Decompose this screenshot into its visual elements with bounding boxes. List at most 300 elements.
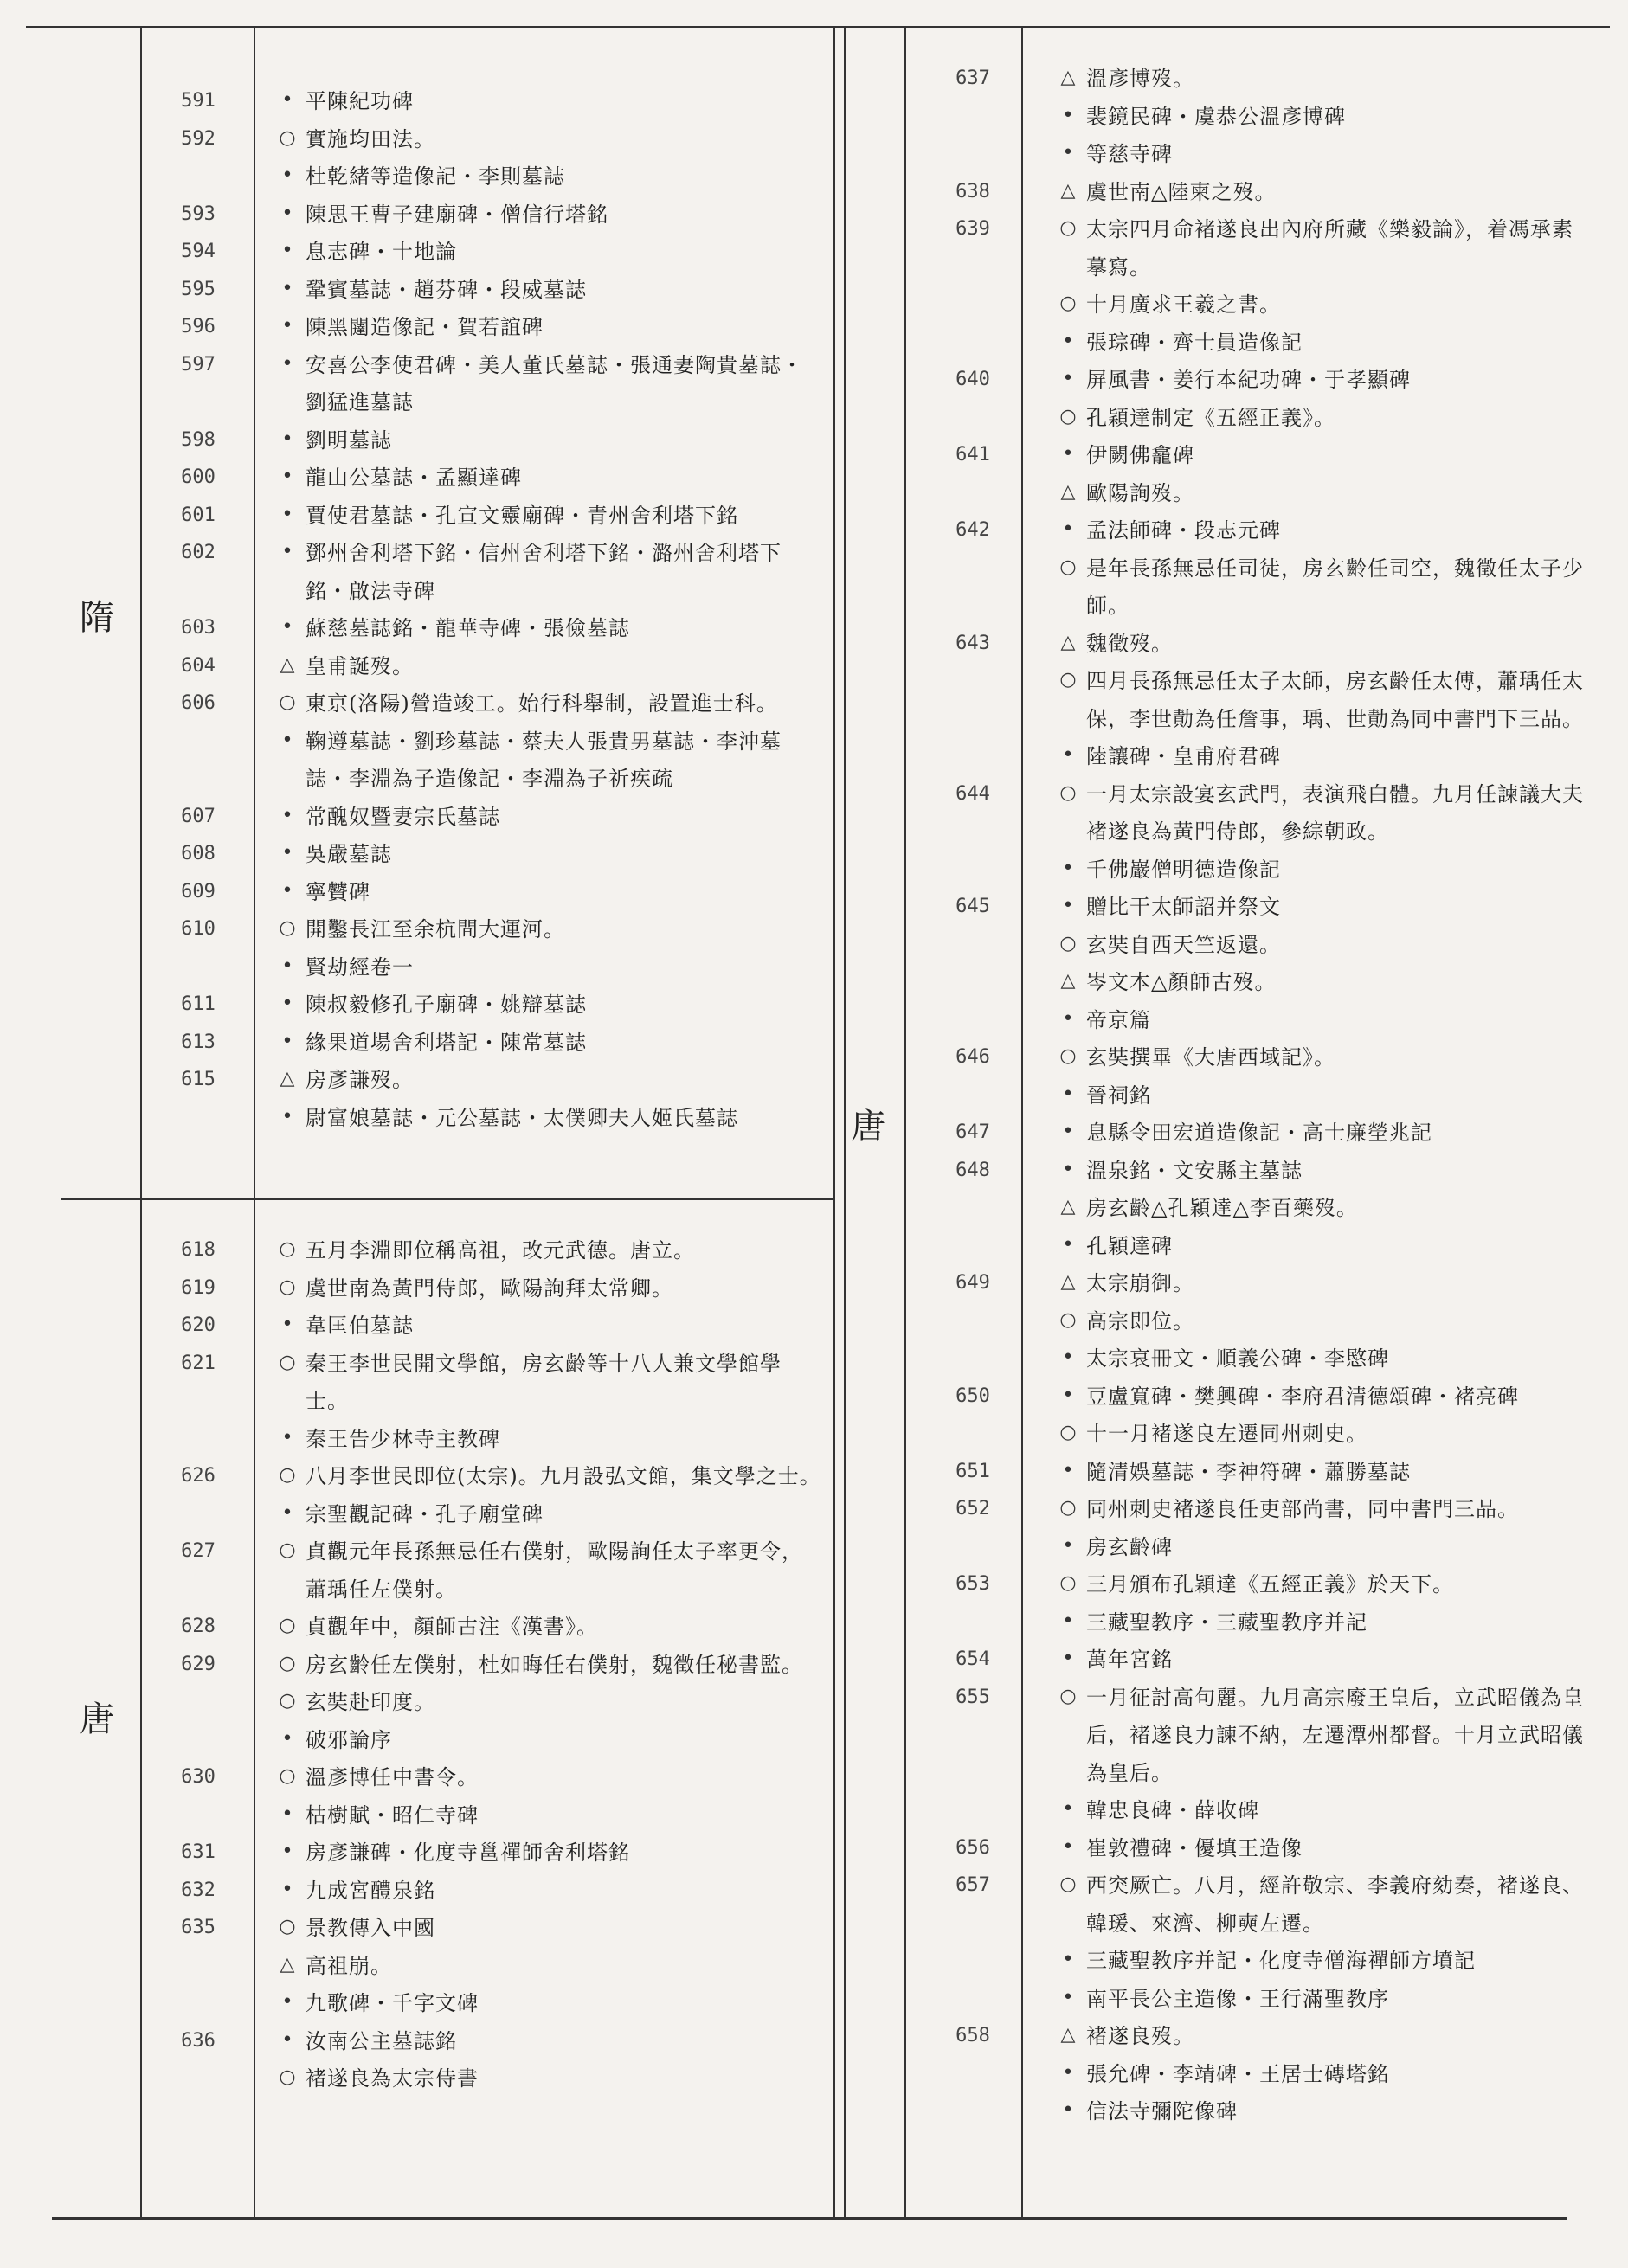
entry-year: 639: [956, 218, 990, 240]
entry-year: [922, 927, 1024, 934]
entry-text: 賢劫經卷一: [306, 954, 414, 980]
entry-text: 四月長孫無忌任太子太師，房玄齡任太傅，蕭瑀任太保，李世勣為任詹事，瑀、世勣為同中書門下三品。: [1086, 669, 1584, 731]
entry-year: 641: [956, 444, 990, 466]
entry-marker: •: [281, 804, 293, 826]
entry-year: 656: [956, 1836, 990, 1859]
entry-text: 秦王李世民開文學館，房玄齡等十八人兼文學館學士。: [306, 1351, 782, 1413]
entry-marker: △: [1060, 970, 1076, 992]
chronology-entry: [0, 889, 1594, 927]
chronology-entry: [0, 927, 1594, 965]
entry-marker: •: [1062, 1233, 1074, 1256]
chronology-entry: [0, 1830, 1594, 1868]
chronology-entry: [0, 550, 1594, 626]
entry-marker: ○: [279, 1690, 296, 1712]
entry-year: 595: [181, 278, 216, 300]
entry-text: 吳嚴墓誌: [306, 842, 392, 866]
entry-marker: ○: [279, 1539, 296, 1561]
chronology-entry: [0, 1228, 1594, 1266]
entry-marker: •: [281, 503, 293, 525]
entry-text: 八月李世民即位(太宗)。九月設弘文館，集文學之士。: [306, 1464, 821, 1488]
entry-text: 息縣令田宏道造像記・高士廉塋兆記: [1086, 1121, 1432, 1145]
entry-year: 611: [181, 993, 216, 1015]
entry-marker: •: [1062, 1986, 1074, 2008]
entry-year: [922, 2093, 1024, 2100]
entry-text: 景教傳入中國: [306, 1916, 435, 1940]
era-label-tang-right: 唐: [851, 1107, 885, 1147]
entry-marker: •: [1062, 142, 1074, 164]
entry-year: [922, 324, 1024, 331]
entry-marker: △: [280, 1068, 295, 1089]
entry-marker: ○: [1059, 1497, 1077, 1519]
entry-text: 鞏賓墓誌・趙芬碑・段威墓誌: [306, 277, 587, 302]
entry-year: 615: [181, 1069, 216, 1090]
top-rule: [26, 26, 1610, 28]
entry-marker: •: [281, 352, 293, 375]
entry-year: 657: [956, 1874, 990, 1896]
entry-marker: △: [1060, 631, 1076, 653]
chronology-entry: [0, 512, 1594, 550]
entry-marker: •: [1062, 895, 1074, 916]
entry-text: 陸讓碑・皇甫府君碑: [1086, 744, 1281, 768]
entry-text: 千佛巖僧明德造像記: [1086, 857, 1281, 882]
entry-marker: •: [1062, 1121, 1074, 1142]
entry-year: 649: [956, 1272, 990, 1294]
entry-year: 597: [181, 353, 216, 376]
entry-text: 虞世南△陸柬之歿。: [1086, 179, 1277, 204]
entry-marker: •: [1062, 1534, 1074, 1557]
entry-year: [922, 1190, 1024, 1197]
chronology-entry: [0, 2056, 1594, 2094]
entry-year: 596: [181, 316, 216, 337]
entry-year: 602: [181, 542, 216, 563]
entry-text: 玄奘自西天竺返還。: [1086, 932, 1281, 957]
entry-text: 西突厥亡。八月，經許敬宗、李義府劾奏，褚遂良、韓瑗、來濟、柳奭左遷。: [1086, 1873, 1584, 1936]
entry-text: 韓忠良碑・薛收碑: [1086, 1798, 1259, 1822]
entry-text: 緣果道場舍利塔記・陳常墓誌: [306, 1030, 587, 1055]
tang-chronology-list-right: [0, 61, 1594, 2131]
entry-marker: •: [281, 1727, 293, 1750]
entry-marker: •: [1062, 857, 1074, 879]
chronology-entry: [0, 1566, 1594, 1604]
entry-text: 龍山公墓誌・孟顯達碑: [306, 466, 522, 490]
entry-marker: △: [1060, 2024, 1076, 2046]
entry-year: 643: [956, 632, 990, 654]
entry-text: 三藏聖教序并記・化度寺僧海禪師方墳記: [1086, 1949, 1476, 1973]
entry-marker: ○: [279, 1351, 296, 1373]
entry-marker: •: [1062, 518, 1074, 540]
entry-text: 九歌碑・千字文碑: [306, 1991, 479, 2015]
entry-text: 賈使君墓誌・孔宣文靈廟碑・青州舍利塔下銘: [306, 503, 738, 528]
entry-year: 603: [181, 617, 216, 639]
entry-marker: •: [281, 1426, 293, 1449]
chronology-entry: [0, 400, 1594, 438]
entry-text: 裴鏡民碑・虞恭公溫彥博碑: [1086, 104, 1346, 129]
chronology-entry: [0, 1867, 1594, 1943]
entry-year: [922, 1228, 1024, 1235]
entry-year: [922, 1529, 1024, 1536]
bottom-rule: [52, 2217, 1567, 2220]
entry-year: [922, 663, 1024, 670]
entry-year: 618: [181, 1239, 216, 1261]
entry-marker: •: [281, 1841, 293, 1862]
entry-text: 十月廣求王羲之書。: [1086, 292, 1281, 317]
chronology-entry: [0, 738, 1594, 776]
chronology-entry: [0, 663, 1594, 738]
chronology-entry: [0, 1002, 1594, 1040]
entry-year: 658: [956, 2025, 990, 2046]
chronology-entry: [0, 1115, 1594, 1153]
entry-text: 三藏聖教序・三藏聖教序并記: [1086, 1609, 1367, 1635]
entry-text: 三月頒布孔穎達《五經正義》於天下。: [1086, 1572, 1454, 1597]
chronology-entry: [0, 1454, 1594, 1492]
entry-text: 太宗哀冊文・順義公碑・李愍碑: [1086, 1346, 1389, 1371]
entry-marker: •: [281, 427, 293, 450]
entry-year: 627: [181, 1540, 216, 1562]
entry-text: 汝南公主墓誌銘: [306, 2028, 457, 2053]
entry-marker: ○: [279, 1238, 296, 1260]
entry-text: 尉富娘墓誌・元公墓誌・太僕卿夫人姬氏墓誌: [306, 1105, 738, 1130]
chronology-entry: [0, 99, 1594, 137]
entry-marker: ○: [279, 126, 296, 149]
entry-marker: •: [281, 954, 293, 977]
entry-year: [922, 1981, 1024, 1988]
entry-year: 654: [956, 1648, 990, 1670]
entry-year: 645: [956, 896, 990, 917]
entry-text: 實施均田法。: [306, 126, 435, 151]
entry-year: 598: [181, 428, 216, 451]
chronology-entry: [0, 61, 1594, 99]
entry-year: [922, 550, 1024, 557]
chronology-entry: [0, 2093, 1594, 2131]
entry-text: 信法寺彌陀像碑: [1086, 2099, 1238, 2123]
entry-text: 玄奘撰畢《大唐西域記》。: [1086, 1045, 1335, 1070]
entry-text: 歐陽詢歿。: [1086, 480, 1194, 505]
entry-year: 629: [181, 1653, 216, 1675]
entry-marker: •: [1062, 1835, 1074, 1858]
entry-text: 杜乾緒等造像記・李則墓誌: [306, 164, 565, 189]
entry-year: 591: [181, 90, 216, 112]
entry-year: [922, 1340, 1024, 1347]
entry-marker: ○: [1059, 405, 1077, 427]
entry-marker: △: [280, 1953, 295, 1976]
chronology-entry: [0, 1604, 1594, 1642]
chronology-entry: [0, 2018, 1594, 2056]
entry-year: [922, 1002, 1024, 1009]
entry-marker: •: [281, 1501, 293, 1524]
entry-year: 651: [956, 1460, 990, 1482]
chronology-entry: [0, 1680, 1594, 1793]
chronology-entry: [0, 1981, 1594, 2019]
chronology-entry: [0, 1642, 1594, 1680]
entry-year: [922, 99, 1024, 106]
entry-year: 630: [181, 1766, 216, 1788]
entry-marker: •: [281, 1314, 293, 1335]
entry-marker: •: [1062, 2099, 1074, 2121]
chronology-entry: [0, 776, 1594, 851]
chronology-entry: [0, 475, 1594, 513]
entry-marker: •: [281, 89, 293, 111]
chronology-entry: [0, 851, 1594, 890]
entry-year: [922, 1943, 1024, 1950]
entry-marker: ○: [279, 1615, 296, 1636]
entry-marker: ○: [1059, 217, 1077, 239]
entry-year: [922, 136, 1024, 143]
chronology-entry: [0, 1303, 1594, 1341]
chronology-entry: [0, 1378, 1594, 1417]
entry-text: 溫彥博任中書令。: [306, 1765, 479, 1789]
entry-text: 破邪論序: [306, 1727, 392, 1752]
entry-marker: •: [281, 616, 293, 638]
entry-text: 虞世南為黃門侍郎，歐陽詢拜太常卿。: [306, 1275, 673, 1301]
entry-marker: •: [281, 842, 293, 864]
entry-marker: △: [1060, 480, 1076, 503]
entry-text: 息志碑・十地論: [306, 240, 457, 264]
entry-text: 枯樹賦・昭仁寺碑: [306, 1802, 479, 1828]
entry-year: 594: [181, 241, 216, 262]
entry-marker: ○: [279, 691, 296, 713]
entry-marker: •: [281, 315, 293, 337]
entry-marker: △: [1060, 179, 1076, 202]
entry-year: 636: [181, 2029, 216, 2052]
entry-year: 646: [956, 1046, 990, 1068]
entry-marker: •: [281, 1991, 293, 2013]
entry-text: 屏風書・姜行本紀功碑・于孝顯碑: [1086, 368, 1411, 392]
entry-text: 豆盧寬碑・樊興碑・李府君清德頌碑・褚亮碑: [1086, 1384, 1519, 1409]
chronology-entry: [0, 1529, 1594, 1567]
entry-marker: ○: [279, 1765, 296, 1787]
entry-marker: •: [281, 164, 293, 186]
entry-marker: •: [281, 277, 293, 299]
entry-text: 鄧州舍利塔下銘・信州舍利塔下銘・潞州舍利塔下銘・啟法寺碑: [306, 541, 782, 603]
entry-year: 619: [181, 1276, 216, 1299]
entry-text: 萬年宮銘: [1086, 1648, 1173, 1672]
entry-text: 溫彥博歿。: [1086, 67, 1194, 91]
entry-marker: •: [281, 2028, 293, 2051]
entry-text: 寧贙碑: [306, 879, 370, 904]
entry-year: 626: [181, 1465, 216, 1487]
entry-marker: ○: [1059, 1685, 1077, 1707]
entry-text: 陳叔毅修孔子廟碑・姚辯墓誌: [306, 993, 587, 1017]
entry-text: 是年長孫無忌任司徒，房玄齡任司空，魏徵任太子少師。: [1086, 556, 1584, 618]
entry-marker: •: [1062, 1949, 1074, 1970]
entry-text: 常醜奴暨妻宗氏墓誌: [306, 804, 500, 829]
entry-marker: ○: [279, 1464, 296, 1486]
chronology-entry: [0, 1077, 1594, 1115]
chronology-entry: [0, 1153, 1594, 1191]
entry-year: 613: [181, 1031, 216, 1053]
entry-marker: •: [281, 1030, 293, 1052]
entry-text: 開鑿長江至余杭間大運河。: [306, 917, 565, 941]
entry-marker: ○: [1059, 1045, 1077, 1067]
entry-text: 等慈寺碑: [1086, 142, 1173, 166]
entry-year: 601: [181, 504, 216, 526]
entry-marker: •: [281, 240, 293, 261]
entry-marker: ○: [1059, 932, 1077, 954]
entry-year: 648: [956, 1159, 990, 1181]
entry-text: 房彥謙歿。: [306, 1068, 414, 1092]
entry-year: 652: [956, 1498, 990, 1519]
entry-year: [922, 1303, 1024, 1310]
entry-text: 劉明墓誌: [306, 427, 392, 453]
chronology-entry: [0, 136, 1594, 174]
chronology-entry: [0, 211, 1594, 286]
entry-text: 帝京篇: [1086, 1007, 1151, 1032]
entry-text: 房彥謙碑・化度寺邕禪師舍利塔銘: [306, 1841, 630, 1865]
entry-marker: •: [1062, 1007, 1074, 1030]
entry-text: 伊闕佛龕碑: [1086, 443, 1194, 467]
chronology-entry: [0, 1792, 1594, 1830]
entry-year: 644: [956, 782, 990, 805]
entry-marker: •: [1062, 1798, 1074, 1820]
entry-marker: ○: [279, 2066, 296, 2088]
entry-marker: ○: [1059, 1308, 1077, 1331]
entry-text: 九成宮醴泉銘: [306, 1878, 435, 1903]
entry-text: 張琮碑・齊士員造像記: [1086, 330, 1303, 355]
entry-text: 玄奘赴印度。: [306, 1690, 435, 1714]
entry-text: 安喜公李使君碑・美人董氏墓誌・張通妻陶貴墓誌・劉猛進墓誌: [306, 352, 803, 414]
entry-year: [922, 964, 1024, 971]
entry-year: 647: [956, 1121, 990, 1143]
entry-marker: •: [281, 541, 293, 562]
entry-year: 608: [181, 843, 216, 864]
entry-text: 高祖崩。: [306, 1953, 392, 1978]
chronology-entry: [0, 1943, 1594, 1981]
chronology-entry: [0, 174, 1594, 212]
entry-year: [922, 475, 1024, 482]
entry-year: [922, 1604, 1024, 1611]
entry-text: 房玄齡碑: [1086, 1534, 1173, 1559]
entry-text: 褚遂良歿。: [1086, 2024, 1194, 2048]
entry-text: 韋匡伯墓誌: [306, 1314, 414, 1338]
entry-text: 宗聖觀記碑・孔子廟堂碑: [306, 1501, 544, 1526]
entry-text: 崔敦禮碑・優填王造像: [1086, 1835, 1303, 1860]
entry-year: 637: [956, 67, 990, 89]
entry-text: 隨清娛墓誌・李神符碑・蕭勝墓誌: [1086, 1459, 1411, 1484]
entry-marker: •: [281, 202, 293, 224]
entry-marker: ○: [1059, 1422, 1077, 1443]
entry-marker: ○: [1059, 556, 1077, 578]
chronology-entry: [0, 1491, 1594, 1529]
chronology-entry: [0, 626, 1594, 664]
entry-year: [922, 2056, 1024, 2063]
entry-text: 東京(洛陽)營造竣工。始行科舉制，設置進士科。: [306, 691, 778, 716]
entry-marker: •: [1062, 1648, 1074, 1669]
chronology-entry: [0, 1265, 1594, 1303]
entry-text: 魏徵歿。: [1086, 631, 1173, 656]
entry-marker: •: [1062, 1609, 1074, 1632]
entry-year: 632: [181, 1879, 216, 1901]
entry-marker: •: [1062, 1459, 1074, 1481]
entry-marker: ○: [1059, 669, 1077, 691]
entry-text: 晉祠銘: [1086, 1083, 1151, 1108]
entry-year: 653: [956, 1573, 990, 1595]
entry-marker: ○: [1059, 1572, 1077, 1594]
entry-text: 五月李淵即位稱高祖，改元武德。唐立。: [306, 1238, 695, 1262]
entry-year: 640: [956, 369, 990, 390]
entry-marker: ○: [1059, 781, 1077, 804]
entry-marker: •: [281, 879, 293, 902]
entry-marker: •: [1062, 330, 1074, 352]
entry-text: 太宗四月命褚遂良出內府所藏《樂毅論》，着馮承素摹寫。: [1086, 217, 1573, 279]
entry-marker: •: [1062, 1346, 1074, 1368]
entry-marker: •: [1062, 2061, 1074, 2084]
entry-marker: •: [1062, 1083, 1074, 1105]
entry-marker: •: [1062, 368, 1074, 389]
entry-text: 秦王告少林寺主教碑: [306, 1426, 500, 1451]
entry-year: [922, 738, 1024, 745]
chronology-entry: [0, 437, 1594, 475]
entry-marker: △: [1060, 1196, 1076, 1218]
entry-year: 638: [956, 180, 990, 202]
entry-year: [922, 400, 1024, 407]
entry-year: [922, 1792, 1024, 1799]
entry-year: 620: [181, 1314, 216, 1336]
entry-text: 孔穎達碑: [1086, 1233, 1173, 1258]
entry-text: 平陳紀功碑: [306, 89, 414, 113]
entry-marker: ○: [1059, 292, 1077, 314]
entry-marker: ○: [279, 1275, 296, 1298]
entry-text: 張允碑・李靖碑・王居士磚塔銘: [1086, 2061, 1389, 2086]
entry-marker: △: [280, 653, 295, 676]
entry-marker: •: [1062, 1384, 1074, 1406]
entry-year: [922, 1077, 1024, 1084]
entry-marker: •: [281, 1802, 293, 1825]
entry-marker: •: [281, 993, 293, 1014]
entry-text: 貞觀元年長孫無忌任右僕射，歐陽詢任太子率更令，蕭瑀任左僕射。: [306, 1539, 803, 1602]
entry-marker: •: [1062, 1158, 1074, 1180]
entry-marker: ○: [279, 1916, 296, 1937]
entry-text: 房玄齡任左僕射，杜如晦任右僕射，魏徵任秘書監。: [306, 1652, 803, 1677]
entry-year: 606: [181, 692, 216, 714]
entry-text: 十一月褚遂良左遷同州刺史。: [1086, 1422, 1367, 1446]
entry-text: 孔穎達制定《五經正義》。: [1086, 405, 1335, 430]
era-label-sui: 隋: [80, 598, 114, 638]
chronology-entry: [0, 1190, 1594, 1228]
entry-year: 628: [181, 1616, 216, 1637]
entry-marker: •: [1062, 104, 1074, 126]
entry-text: 高宗即位。: [1086, 1308, 1194, 1333]
entry-text: 贈比干太師詔并祭文: [1086, 895, 1281, 919]
entry-year: 635: [181, 1917, 216, 1938]
entry-year: 621: [181, 1352, 216, 1374]
entry-marker: •: [281, 729, 293, 751]
entry-text: 太宗崩御。: [1086, 1271, 1194, 1295]
entry-year: 600: [181, 466, 216, 488]
era-label-tang-left: 唐: [80, 1699, 114, 1739]
chronology-entry: [0, 1039, 1594, 1077]
entry-text: 褚遂良為太宗侍書: [306, 2066, 479, 2091]
entry-text: 一月征討高句麗。九月高宗廢王皇后，立武昭儀為皇后，褚遂良力諫不納，左遷潭州都督。十月立武昭儀為皇后。: [1086, 1685, 1584, 1785]
chronology-entry: [0, 1416, 1594, 1454]
entry-text: 陳黑闥造像記・賀若誼碑: [306, 315, 544, 339]
chronology-entry: [0, 324, 1594, 363]
entry-text: 同州刺史褚遂良任吏部尚書，同中書門三品。: [1086, 1497, 1519, 1521]
entry-text: 溫泉銘・文安縣主墓誌: [1086, 1158, 1303, 1183]
entry-year: [922, 1416, 1024, 1423]
entry-text: 貞觀年中，顏師古注《漢書》。: [306, 1615, 598, 1639]
entry-year: 610: [181, 918, 216, 940]
entry-year: [922, 851, 1024, 858]
entry-year: 604: [181, 654, 216, 677]
entry-text: 岑文本△顏師古歿。: [1086, 970, 1277, 994]
chronology-entry: [0, 1340, 1594, 1378]
chronology-entry: [0, 362, 1594, 400]
entry-marker: ○: [1059, 1873, 1077, 1895]
entry-marker: •: [1062, 744, 1074, 766]
entry-marker: ○: [279, 1652, 296, 1674]
entry-text: 孟法師碑・段志元碑: [1086, 518, 1281, 543]
entry-marker: △: [1060, 1271, 1076, 1293]
